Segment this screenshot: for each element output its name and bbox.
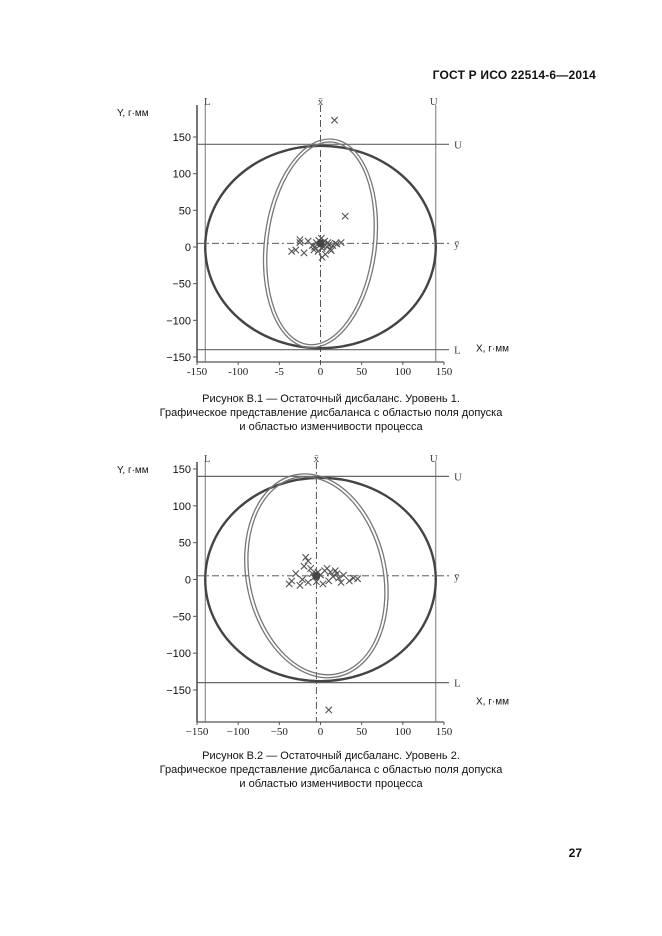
data-point (326, 578, 332, 584)
y-tick-label: 50 (178, 537, 191, 550)
data-point (305, 579, 311, 585)
data-point (354, 576, 360, 582)
mean-x-label: x̄ (317, 96, 324, 108)
x-tick-label: -150 (186, 366, 208, 378)
caption-line: Графическое представление дисбаланса с областью поля допуска (159, 764, 503, 776)
x-tick-label: −50 (270, 726, 288, 738)
upper-y-limit-label: U (454, 139, 462, 152)
x-tick-label: 150 (435, 726, 453, 738)
caption-line: Графическое представление дисбаланса с областью поля допуска (159, 407, 503, 419)
x-tick-label: 50 (356, 366, 368, 378)
figure-2-caption (0, 749, 662, 791)
y-tick-label: 100 (172, 500, 191, 513)
y-tick-label: 100 (172, 168, 191, 181)
data-point (302, 554, 308, 560)
data-point (326, 707, 332, 713)
data-point (307, 565, 313, 571)
mean-y-label: ȳ (454, 238, 460, 251)
y-tick-label: −150 (166, 685, 191, 697)
lower-y-limit-label: L (454, 344, 461, 357)
data-point (297, 582, 303, 588)
y-axis-label: Y, г·мм (117, 465, 149, 476)
mean-y-label: ȳ (454, 570, 460, 583)
y-tick-label: 150 (172, 132, 191, 144)
document-header: ГОСТ Р ИСО 22514-6—2014 (432, 68, 596, 82)
y-tick-label: 0 (184, 574, 191, 587)
upper-x-limit-label: U (429, 453, 438, 465)
data-point (293, 570, 299, 576)
upper-x-limit-label: U (429, 96, 438, 108)
x-tick-label: −150 (185, 726, 209, 738)
y-tick-label: 0 (184, 242, 191, 254)
x-tick-label: -5 (274, 366, 284, 378)
data-point (299, 576, 305, 582)
y-tick-label: −100 (166, 315, 191, 328)
lower-x-limit-label: L (203, 453, 211, 465)
x-tick-label: −100 (226, 726, 250, 738)
x-tick-label: 150 (435, 366, 453, 378)
caption-line: Рисунок В.1 — Остаточный дисбаланс. Уровень 1. (202, 393, 460, 405)
mean-point (312, 572, 320, 580)
mean-x-label: x̄ (313, 453, 320, 465)
x-tick-label: 0 (317, 366, 324, 378)
x-tick-label: 100 (394, 366, 412, 378)
y-tick-label: −100 (166, 648, 191, 661)
x-axis-label: X, г·мм (476, 343, 509, 355)
y-axis-label: Y, г·мм (117, 108, 149, 119)
lower-x-limit-label: L (203, 96, 211, 108)
x-tick-label: -100 (228, 366, 249, 378)
y-tick-label: 50 (178, 205, 191, 218)
y-tick-label: −150 (166, 352, 191, 364)
y-tick-label: −50 (172, 611, 191, 624)
x-tick-label: 0 (317, 726, 324, 738)
data-point (301, 563, 307, 569)
tolerance-ellipse (205, 478, 436, 681)
x-tick-label: 100 (394, 726, 412, 738)
caption-line: и областью изменчивости процесса (239, 421, 423, 433)
caption-line: и областью изменчивости процесса (239, 778, 423, 790)
data-point (346, 578, 352, 584)
data-point (320, 581, 326, 587)
data-point (286, 581, 292, 587)
y-tick-label: 150 (172, 464, 191, 476)
data-point (332, 567, 338, 573)
lower-y-limit-label: L (454, 677, 461, 690)
data-point (305, 558, 311, 564)
page-number: 27 (568, 846, 582, 860)
x-axis-label: X, г·мм (476, 696, 509, 708)
upper-y-limit-label: U (454, 471, 462, 484)
y-tick-label: −50 (172, 278, 191, 291)
x-tick-label: 50 (356, 726, 368, 738)
caption-line: Рисунок В.2 — Остаточный дисбаланс. Уровень 2. (202, 750, 460, 762)
